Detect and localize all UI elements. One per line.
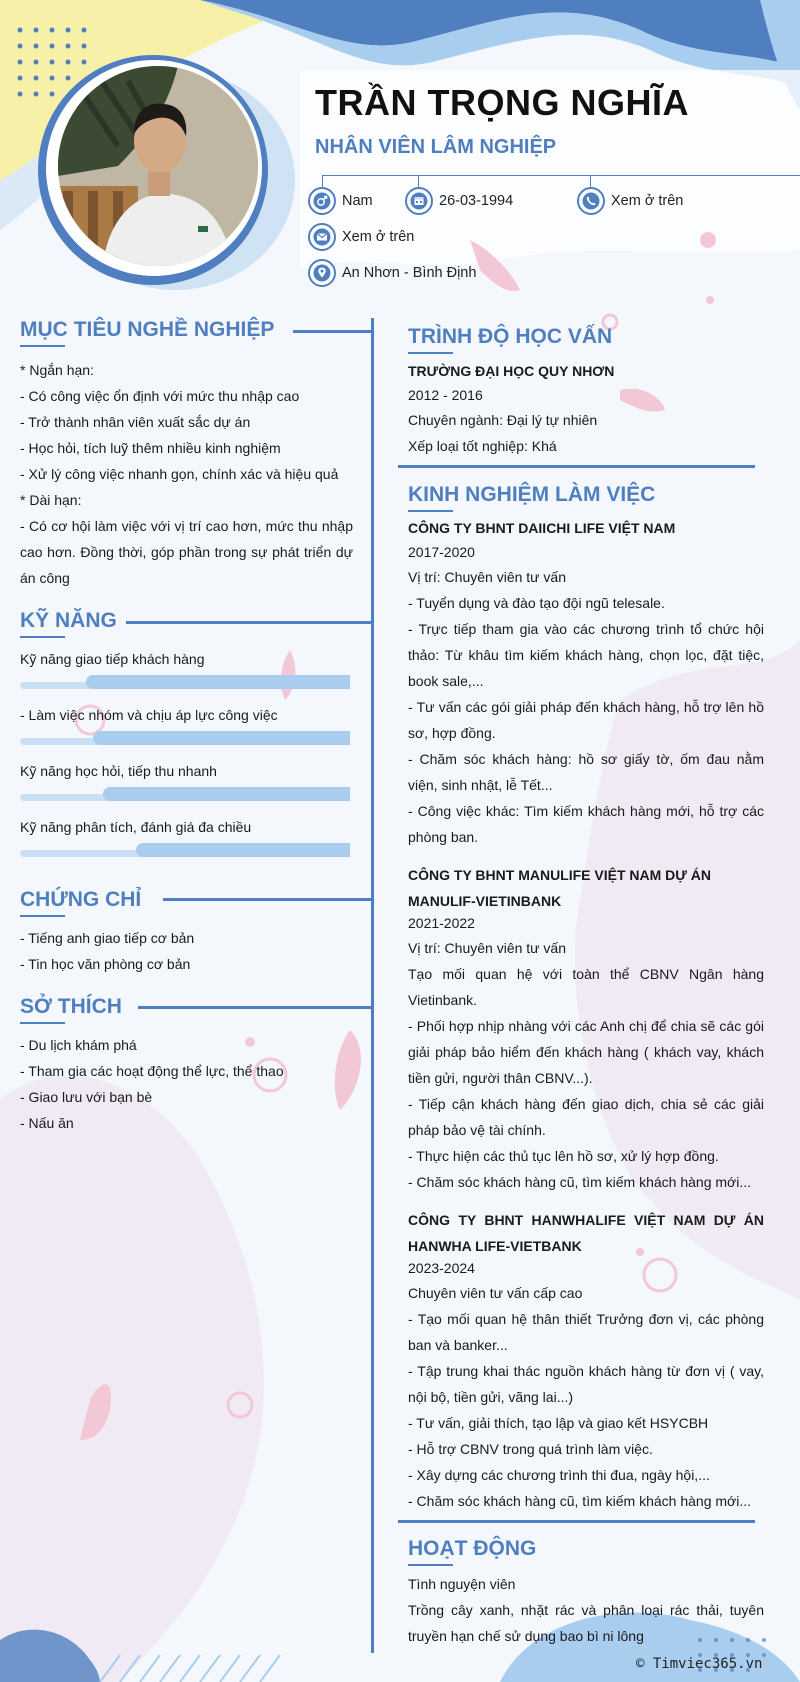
job-line: - Xây dựng các chương trình thi đua, ngày hội,... bbox=[408, 1467, 710, 1483]
section-underline bbox=[20, 636, 65, 638]
certificate-item: - Tiếng anh giao tiếp cơ bản bbox=[20, 930, 195, 946]
avatar bbox=[58, 66, 258, 266]
activity-name: Tình nguyện viên bbox=[408, 1576, 516, 1592]
skill-bar bbox=[20, 675, 350, 689]
activity-description: Trồng cây xanh, nhặt rác và phân loại rác thải, tuyên truyền hạn chế sử dụng bao bì ni lông bbox=[408, 1602, 764, 1644]
info-divider bbox=[322, 175, 800, 176]
job-line: - Phối hợp nhịp nhàng với các Anh chị để chia sẽ các gói giải pháp bảo hiểm đến khách hàng ( khách vay, khách tiền gửi, người thân CBNV...). bbox=[408, 1018, 764, 1086]
skill-label: Kỹ năng học hỏi, tiếp thu nhanh bbox=[20, 763, 217, 779]
hobbies-title: SỞ THÍCH bbox=[20, 995, 122, 1018]
education-major: Chuyên ngành: Đại lý tự nhiên bbox=[408, 412, 598, 428]
section-underline bbox=[20, 345, 65, 347]
certificate-item: - Tin học văn phòng cơ bản bbox=[20, 956, 191, 972]
experience-title: KINH NGHIỆM LÀM VIỆC bbox=[408, 483, 656, 506]
skill-bar bbox=[20, 843, 350, 857]
section-underline bbox=[408, 352, 453, 354]
info-connector bbox=[322, 175, 323, 187]
job-period: 2021-2022 bbox=[408, 915, 475, 931]
objective-line: * Dài hạn: bbox=[20, 492, 82, 508]
hobby-item: - Nấu ăn bbox=[20, 1115, 74, 1131]
section-rule bbox=[138, 1006, 373, 1009]
hobby-item: - Tham gia các hoạt động thể lực, thể thao bbox=[20, 1063, 284, 1079]
objective-title: MỤC TIÊU NGHỀ NGHIỆP bbox=[20, 318, 275, 341]
section-rule bbox=[398, 1520, 755, 1523]
education-school: TRƯỜNG ĐẠI HỌC QUY NHƠN bbox=[408, 363, 615, 379]
job-line: - Chăm sóc khách hàng cũ, tìm kiếm khách hàng mới... bbox=[408, 1174, 751, 1190]
section-underline bbox=[20, 915, 65, 917]
job-line: - Tập trung khai thác nguồn khách hàng từ đơn vị ( vay, nội bộ, tiền gửi, vãng lai...) bbox=[408, 1363, 764, 1405]
hobby-item: - Du lịch khám phá bbox=[20, 1037, 137, 1053]
job-line: - Trực tiếp tham gia vào các chương trình tổ chức hội thảo: Từ khâu tìm kiếm khách hàng, chọn lọc, đặt tiệc, book sale,... bbox=[408, 621, 764, 689]
objective-line: - Trở thành nhân viên xuất sắc dự án bbox=[20, 414, 251, 430]
job-line: Chuyên viên tư vấn cấp cao bbox=[408, 1285, 583, 1301]
job-company: CÔNG TY BHNT MANULIFE VIỆT NAM DỰ ÁN MANULIF-VIETINBANK bbox=[408, 867, 712, 909]
certificates-title: CHỨNG CHỈ bbox=[20, 888, 142, 911]
info-connector bbox=[590, 175, 591, 187]
info-email-value: Xem ở trên bbox=[342, 229, 415, 245]
info-email bbox=[308, 223, 414, 251]
avatar-photo bbox=[58, 66, 258, 266]
section-rule bbox=[163, 898, 373, 901]
section-rule bbox=[126, 621, 373, 624]
phone-icon bbox=[577, 187, 605, 215]
objective-line: - Có công việc ổn định với mức thu nhập cao bbox=[20, 388, 300, 404]
job-line: - Chăm sóc khách hàng cũ, tìm kiếm khách hàng mới... bbox=[408, 1493, 751, 1509]
objective-line: - Học hỏi, tích luỹ thêm nhiều kinh nghiệm bbox=[20, 440, 281, 456]
skills-title: KỸ NĂNG bbox=[20, 609, 117, 632]
info-birthday bbox=[405, 187, 513, 215]
job-line: - Tuyển dụng và đào tạo đội ngũ telesale. bbox=[408, 595, 665, 611]
candidate-name: TRẦN TRỌNG NGHĨA bbox=[315, 82, 689, 123]
job-line: Vị trí: Chuyên viên tư vấn bbox=[408, 569, 566, 585]
info-gender-value: Nam bbox=[342, 193, 373, 209]
objective-line: * Ngắn hạn: bbox=[20, 362, 94, 378]
section-rule bbox=[293, 330, 373, 333]
skill-label: Kỹ năng phân tích, đánh giá đa chiều bbox=[20, 819, 252, 835]
info-birthday-value: 26-03-1994 bbox=[439, 193, 514, 209]
job-line: - Hỗ trợ CBNV trong quá trình làm việc. bbox=[408, 1441, 653, 1457]
objective-line: - Xử lý công việc nhanh gọn, chính xác và hiệu quả bbox=[20, 466, 339, 482]
job-line: - Công việc khác: Tìm kiếm khách hàng mới, hỗ trợ các phòng ban. bbox=[408, 803, 764, 845]
column-divider bbox=[371, 318, 374, 1653]
job-line: - Chăm sóc khách hàng: hồ sơ giấy tờ, ốm đau nằm viện, sinh nhật, lễ Tết... bbox=[408, 751, 764, 793]
skill-bar bbox=[20, 731, 350, 745]
job-period: 2017-2020 bbox=[408, 544, 475, 560]
job-company: CÔNG TY BHNT DAIICHI LIFE VIỆT NAM bbox=[408, 520, 676, 536]
job-line: - Tiếp cận khách hàng đến giao dịch, chia sẻ các giải pháp bảo vệ tài chính. bbox=[408, 1096, 764, 1138]
job-line: Vị trí: Chuyên viên tư vấn bbox=[408, 940, 566, 956]
job-line: - Tư vấn các gói giải pháp đến khách hàng, hỗ trợ lên hồ sơ, hợp đồng. bbox=[408, 699, 764, 741]
job-line: - Tư vấn, giải thích, tạo lập và giao kết HSYCBH bbox=[408, 1415, 709, 1431]
job-line: Tạo mối quan hệ với toàn thể CBNV Ngân hàng Vietinbank. bbox=[408, 966, 764, 1008]
info-gender bbox=[308, 187, 373, 215]
education-title: TRÌNH ĐỘ HỌC VẤN bbox=[408, 325, 613, 348]
info-phone bbox=[577, 187, 683, 215]
activities-title: HOẠT ĐỘNG bbox=[408, 1537, 537, 1560]
watermark: © Timviec365.vn bbox=[636, 1656, 763, 1672]
info-location bbox=[308, 259, 476, 287]
objective-line: - Có cơ hội làm việc với vị trí cao hơn, mức thu nhập cao hơn. Đồng thời, góp phần trong sự phát triển dự án công bbox=[20, 518, 353, 586]
section-underline bbox=[408, 510, 453, 512]
job-title: NHÂN VIÊN LÂM NGHIỆP bbox=[315, 136, 557, 158]
section-underline bbox=[20, 1022, 65, 1024]
info-location-value: An Nhơn - Bình Định bbox=[342, 265, 477, 281]
info-phone-value: Xem ở trên bbox=[611, 193, 684, 209]
job-line: - Tạo mối quan hệ thân thiết Trưởng đơn vị, các phòng ban và banker... bbox=[408, 1311, 764, 1353]
skill-label: - Làm việc nhóm và chịu áp lực công việc bbox=[20, 707, 278, 723]
info-connector bbox=[418, 175, 419, 187]
section-rule bbox=[398, 465, 755, 468]
skill-bar bbox=[20, 787, 350, 801]
gender-icon bbox=[308, 187, 336, 215]
calendar-icon bbox=[405, 187, 433, 215]
job-company: CÔNG TY BHNT HANWHALIFE VIỆT NAM DỰ ÁN HANWHA LIFE-VIETBANK bbox=[408, 1212, 764, 1254]
job-line: - Thực hiện các thủ tục lên hồ sơ, xử lý hợp đồng. bbox=[408, 1148, 719, 1164]
skill-label: Kỹ năng giao tiếp khách hàng bbox=[20, 651, 205, 667]
job-period: 2023-2024 bbox=[408, 1260, 475, 1276]
hobby-item: - Giao lưu với bạn bè bbox=[20, 1089, 153, 1105]
education-years: 2012 - 2016 bbox=[408, 387, 483, 403]
education-grade: Xếp loại tốt nghiệp: Khá bbox=[408, 438, 557, 454]
location-icon bbox=[308, 259, 336, 287]
section-underline bbox=[408, 1564, 453, 1566]
email-icon bbox=[308, 223, 336, 251]
